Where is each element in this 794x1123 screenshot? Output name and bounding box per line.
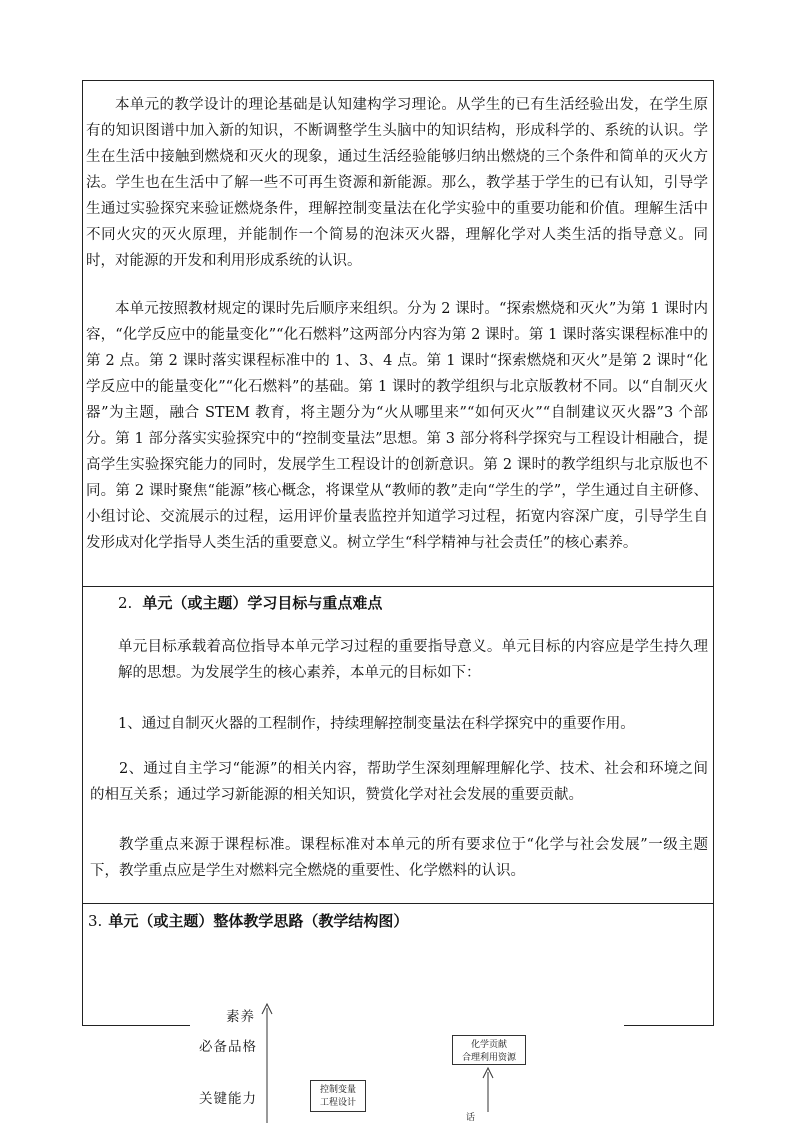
section3-number: 3. — [88, 912, 103, 930]
section2-goal-1: 1、通过自制灭火器的工程制作，持续理解控制变量法在科学探究中的重要作用。 — [118, 716, 635, 732]
diagram-box-control-variable — [310, 1080, 366, 1112]
diagram-box-chemistry-contribution — [452, 1035, 526, 1065]
section2-intro: 单元目标承载着高位指导本单元学习过程的重要指导意义。单元目标的内容应是学生持久理解的思想。为发展学生的核心素养，本单元的目标如下： — [118, 639, 708, 681]
axis-label-ability: 关键能力 — [199, 1091, 257, 1107]
diagram-box-chemistry-contribution-line1: 化学贡献 — [470, 1040, 507, 1050]
section2-goal-2: 2、通过自主学习“能源”的相关内容，帮助学生深刻理解理解化学、技术、社会和环境之间的相互关系；通过学习新能源的相关知识，赞赏化学对社会发展的重要贡献。 — [90, 761, 708, 803]
diagram-box-chemistry-contribution-line2: 合理利用资源 — [461, 1053, 516, 1063]
section1-paragraph-1: 本单元的教学设计的理论基础是认知建构学习理论。从学生的已有生活经验出发，在学生原有的知识图谱中加入新的知识，不断调整学生头脑中的知识结构，形成科学的、系统的认识。学生在生活中接触到燃烧和灭火的现象，通过生活经验能够归纳出燃烧的三个条件和简单的灭火方法。学生也在生活中了解一些不可再生资源和新能源。那么，教学基于学生的已有认知，引导学生通过实验探究来验证燃烧条件，理解控制变量法在化学实验中的重要功能和价值。理解生活中不同火灾的灭火原理，并能制作一个简易的泡沫灭火器，理解化学对人类生活的指导意义。同时，对能源的开发和利用形成系统的认识。 — [86, 97, 708, 269]
axis-label-character: 必备品格 — [199, 1039, 257, 1055]
section1-paragraph-2: 本单元按照教材规定的课时先后顺序来组织。分为 2 课时。“探索燃烧和灭火”为第 1 课时内容，“化学反应中的能量变化”“化石燃料”这两部分内容为第 2 课时。第 1 课时落实课程标准中的第 2 点。第 2 课时落实课程标准中的 1、3、4 点。第 1 课时“探索燃烧和灭火”是第 2 课时“化学反应中的能量变化”“化石燃料”的基础。第 1 课时的教学组织与北京版教材不同。以“自制灭火器”为主题，融合 STEM 教育，将主题分为“火从哪里来”“如何灭火”“自制建议灭火器”3 个部分。第 1 部分落实实验探究中的“控制变量法”思想。第 3 部分将科学探究与工程设计相融合，提高学生实验探究能力的同时，发展学生工程设计的创新意识。第 2 课时的教学组织与北京版也不同。第 2 课时聚焦“能源”核心概念，将课堂从“教师的教”走向“学生的学”，学生通过自主研修、小组讨论、交流展示的过程，运用评价量表监控并知道学习过程，拓宽内容深广度，引导学生自发形成对化学指导人类生活的重要意义。树立学生“科学精神与社会责任”的核心素养。 — [86, 301, 708, 551]
section2-title: 单元（或主题）学习目标与重点难点 — [142, 594, 383, 612]
axis-label-literacy: 素养 — [226, 1009, 255, 1025]
section2-keypoint: 教学重点来源于课程标准。课程标准对本单元的所有要求位于“化学与社会发展”一级主题下，教学重点应是学生对燃料完全燃烧的重要性、化学燃料的认识。 — [90, 837, 708, 879]
diagram-box-control-variable-line1: 控制变量 — [319, 1085, 356, 1095]
diagram-box-control-variable-line2: 工程设计 — [319, 1098, 356, 1108]
section2-number: 2. — [118, 594, 133, 612]
diagram-bottom-text: 话 — [466, 1113, 476, 1123]
section3-title: 单元（或主题）整体教学思路（教学结构图） — [108, 912, 409, 930]
